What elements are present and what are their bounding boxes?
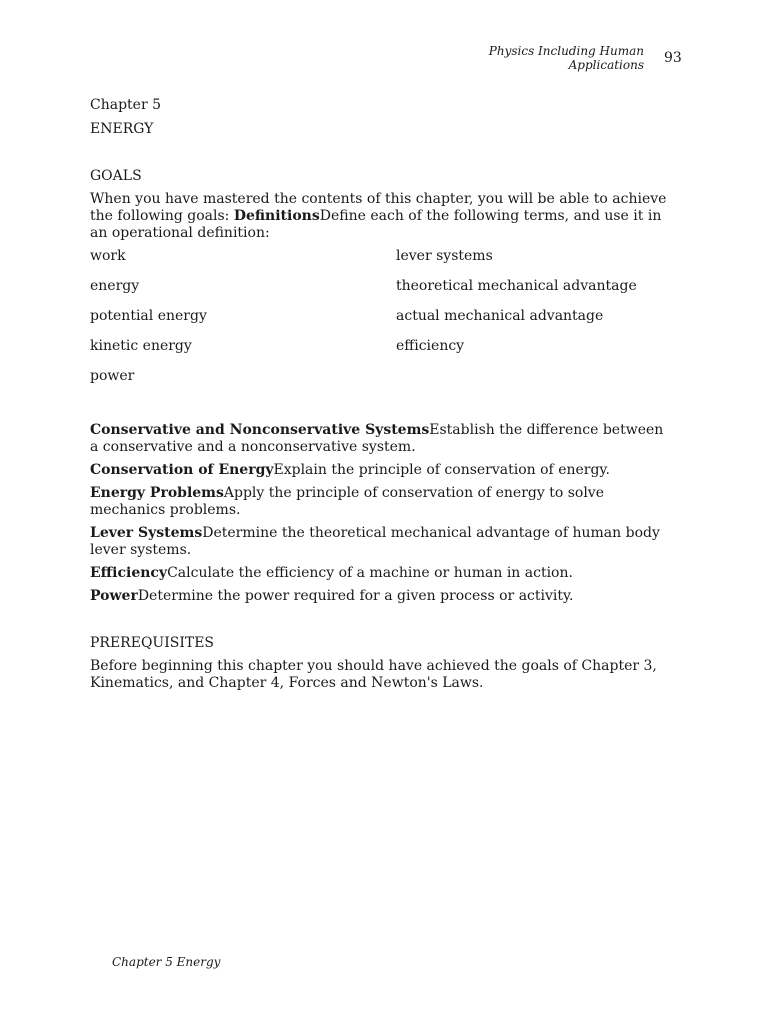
chapter-title: ENERGY — [90, 121, 154, 137]
goal-text: Establish the difference between a conservative and a nonconservative system. — [90, 422, 664, 455]
page-number: 93 — [664, 50, 682, 66]
definitions-label: Definitions — [233, 208, 320, 224]
term-item: kinetic energy — [90, 338, 192, 354]
goal-text: Determine the power required for a given process or activity. — [137, 588, 574, 604]
goals-intro — [90, 191, 670, 242]
term-item: efficiency — [396, 338, 465, 354]
running-footer: Chapter 5 Energy — [112, 955, 221, 969]
running-header-title: Physics Including Human Applications — [488, 44, 644, 72]
goal-label: Efficiency — [90, 565, 168, 581]
term-item: energy — [90, 278, 140, 294]
goal-label: Conservative and Nonconservative Systems — [90, 422, 430, 438]
goals-heading: GOALS — [90, 168, 142, 184]
goal-item — [90, 588, 670, 605]
term-item: power — [90, 368, 135, 384]
goal-label: Lever Systems — [90, 525, 203, 541]
term-item: actual mechanical advantage — [396, 308, 604, 324]
goal-text: Determine the theoretical mechanical advantage of human body lever systems. — [90, 525, 660, 558]
term-item-empty — [396, 368, 670, 385]
goal-label: Energy Problems — [90, 485, 224, 501]
goal-label: Conservation of Energy — [90, 462, 274, 478]
prerequisites-heading: PREREQUISITES — [90, 635, 215, 651]
goal-item — [90, 462, 670, 479]
term-item: work — [90, 248, 126, 264]
goal-text: Explain the principle of conservation of energy. — [273, 462, 610, 478]
goal-item — [90, 525, 670, 559]
goal-text: Apply the principle of conservation of energy to solve mechanics problems. — [90, 485, 604, 518]
goal-item — [90, 485, 670, 519]
goal-label: Power — [90, 588, 138, 604]
goal-item — [90, 565, 670, 582]
prerequisites-text: Before beginning this chapter you should have achieved the goals of Chapter 3, Kinematics, and Chapter 4, Forces and Newton's Laws. — [90, 658, 657, 691]
goals-intro-text: When you have mastered the contents of this chapter, you will be able to achieve the following goals: — [90, 191, 667, 224]
terms-list — [90, 248, 670, 385]
page-content — [90, 97, 670, 692]
definitions-text: Define each of the following terms, and use it in an operational definition: — [90, 208, 662, 241]
goal-item — [90, 422, 670, 456]
term-item: theoretical mechanical advantage — [396, 278, 637, 294]
goal-text: Calculate the efficiency of a machine or human in action. — [167, 565, 573, 581]
chapter-label: Chapter 5 — [90, 97, 161, 113]
term-item: potential energy — [90, 308, 207, 324]
term-item: lever systems — [396, 248, 493, 264]
